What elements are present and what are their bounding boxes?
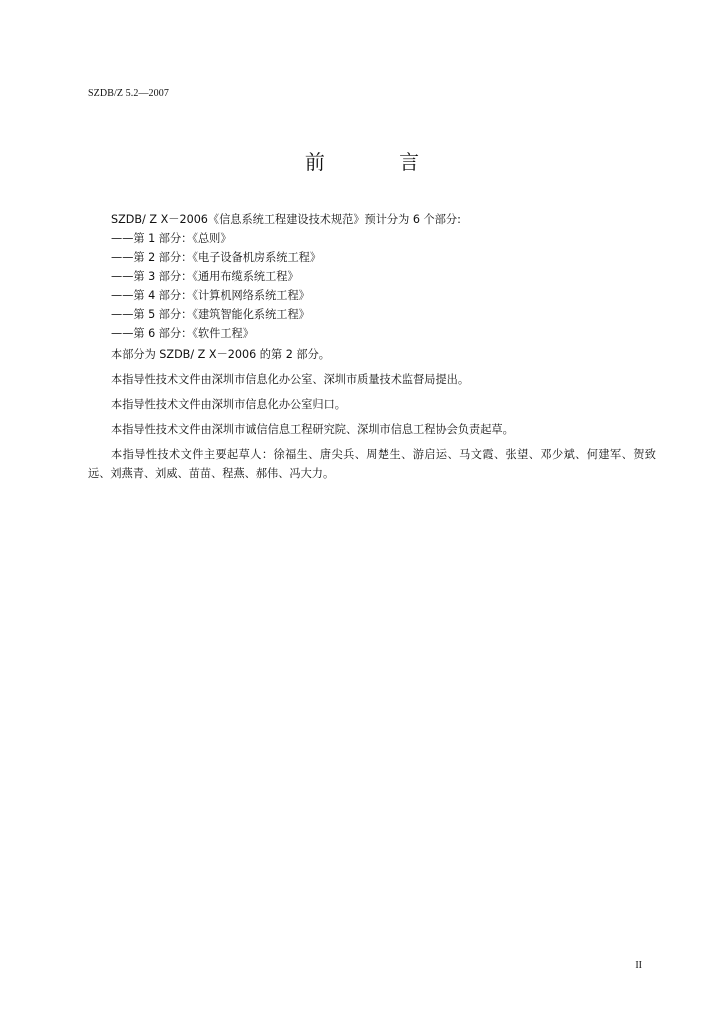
parts-list [88, 229, 656, 343]
foreword-body [88, 210, 656, 483]
drafters-paragraph: 本指导性技术文件主要起草人：徐福生、唐尖兵、周楚生、游启运、马文霞、张望、邓少斌、何建军、贺致远、刘燕青、刘威、苗苗、程燕、郝伟、冯大力。 [88, 448, 656, 480]
managed-by-paragraph: 本指导性技术文件由深圳市信息化办公室归口。 [111, 398, 346, 411]
drafting-organization-paragraph: 本指导性技术文件由深圳市诚信信息工程研究院、深圳市信息工程协会负责起草。 [111, 423, 514, 436]
list-item: ——第 5 部分：《建筑智能化系统工程》 [111, 308, 310, 321]
list-item: ——第 2 部分：《电子设备机房系统工程》 [111, 251, 322, 264]
proposed-by-paragraph: 本指导性技术文件由深圳市信息化办公室、深圳市质量技术监督局提出。 [111, 373, 470, 386]
list-item: ——第 3 部分：《通用布缆系统工程》 [111, 270, 299, 283]
list-item: ——第 4 部分：《计算机网络系统工程》 [111, 289, 310, 302]
document-code: SZDB/Z 5.2—2007 [88, 88, 169, 99]
page-number: II [635, 960, 642, 971]
list-item: ——第 1 部分：《总则》 [111, 232, 232, 245]
intro-paragraph: SZDB/ Z X－2006《信息系统工程建设技术规范》预计分为 6 个部分: [111, 213, 461, 226]
part-of-paragraph: 本部分为 SZDB/ Z X－2006 的第 2 部分。 [111, 348, 330, 361]
list-item: ——第 6 部分：《软件工程》 [111, 327, 254, 340]
page-title: 前 言 [304, 150, 454, 174]
